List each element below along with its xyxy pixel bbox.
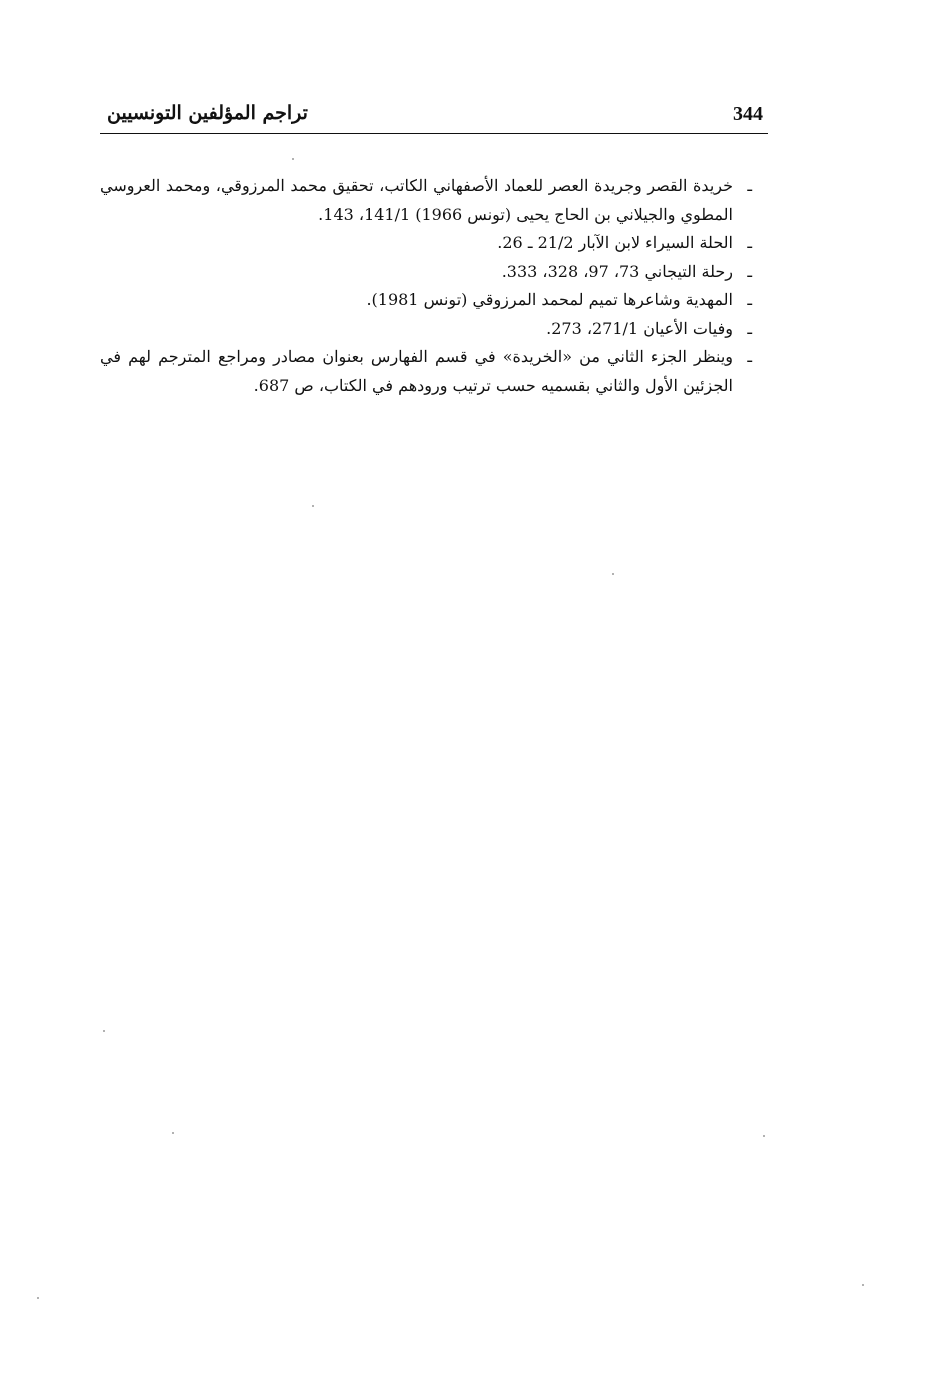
running-title: تراجم المؤلفين التونسيين xyxy=(107,102,308,124)
scan-speck xyxy=(312,505,314,507)
source-entry xyxy=(100,172,755,229)
entry-dash: ـ xyxy=(747,318,752,338)
entry-text: المهدية وشاعرها تميم لمحمد المرزوقي (تونس 1981). xyxy=(366,290,733,309)
scan-speck xyxy=(103,1030,105,1032)
scan-speck xyxy=(763,1135,765,1137)
sources-list xyxy=(100,172,755,400)
scan-speck xyxy=(862,1284,864,1286)
entry-text: وينظر الجزء الثاني من «الخريدة» في قسم الفهارس بعنوان مصادر ومراجع المترجم لهم في الجزئين الأول والثاني بقسميه حسب ترتيب ورودهم في الكتاب، ص 687. xyxy=(100,347,733,395)
source-entry xyxy=(100,258,755,287)
entry-dash: ـ xyxy=(747,290,752,309)
entry-text: وفيات الأعيان 271/1، 273. xyxy=(546,318,733,338)
source-entry xyxy=(100,315,755,344)
entry-dash: ـ xyxy=(747,233,752,252)
scan-speck xyxy=(292,158,294,160)
entry-dash: ـ xyxy=(747,176,752,195)
page-number: 344 xyxy=(733,103,763,125)
header-rule xyxy=(100,133,768,134)
source-entry xyxy=(100,286,755,315)
entry-dash: ـ xyxy=(747,261,752,281)
entry-text: رحلة التيجاني 73، 97، 328، 333. xyxy=(501,261,733,281)
source-entry xyxy=(100,229,755,258)
scan-speck xyxy=(37,1297,39,1299)
scan-speck xyxy=(612,573,614,575)
entry-text: خريدة القصر وجريدة العصر للعماد الأصفهاني الكاتب، تحقيق محمد المرزوقي، ومحمد العروسي المطوي والجيلاني بن الحاج يحيى (تونس 1966) 141/1، 143. xyxy=(100,176,733,224)
scan-speck xyxy=(172,1132,174,1134)
page-header xyxy=(105,100,765,130)
entry-dash: ـ xyxy=(747,347,752,366)
source-entry xyxy=(100,343,755,400)
entry-text: الحلة السيراء لابن الآبار 21/2 ـ 26. xyxy=(497,233,733,252)
